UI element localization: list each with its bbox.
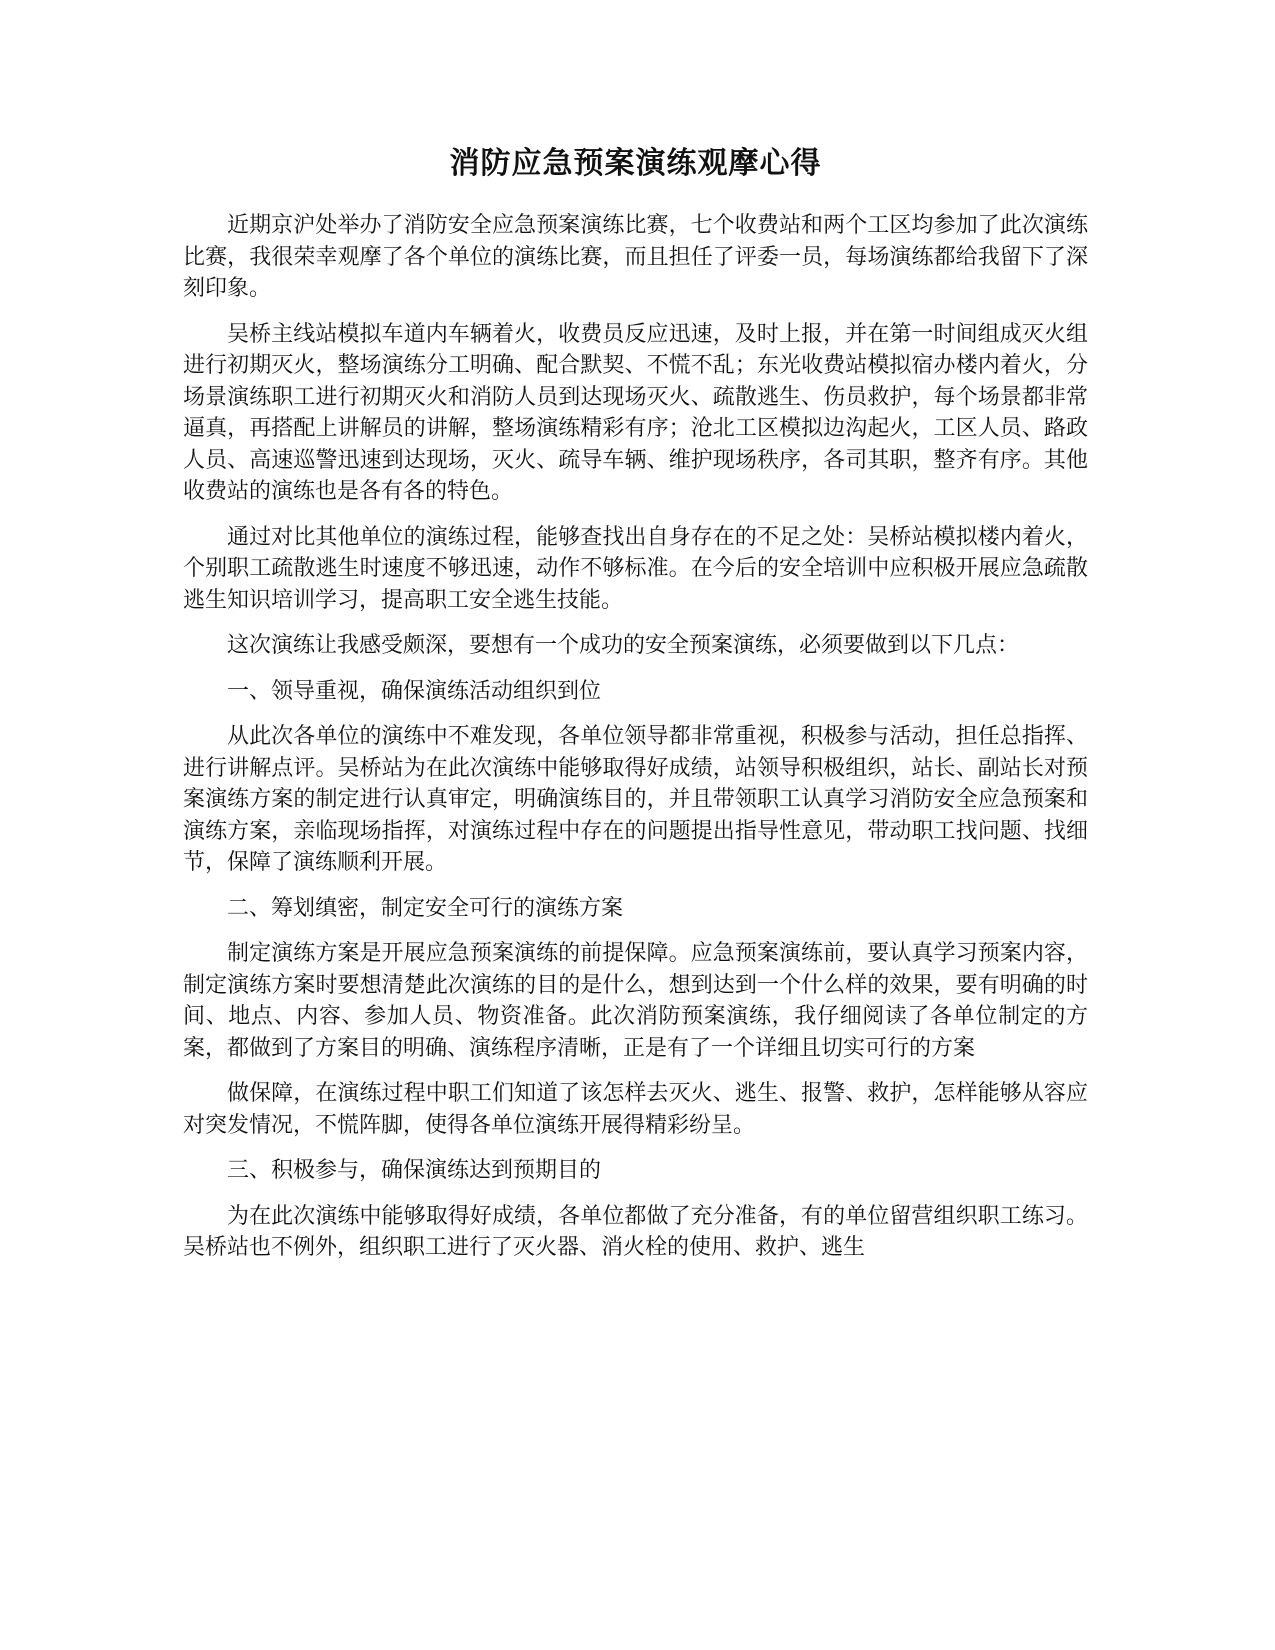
paragraph-participation: 为在此次演练中能够取得好成绩，各单位都做了充分准备，有的单位留营组织职工练习。吴桥站也不例外，组织职工进行了灭火器、消火栓的使用、救护、逃生 — [183, 1203, 1088, 1260]
paragraph-intro: 近期京沪处举办了消防安全应急预案演练比赛，七个收费站和两个工区均参加了此次演练比赛，我很荣幸观摩了各个单位的演练比赛，而且担任了评委一员，每场演练都给我留下了深刻印象。 — [183, 213, 1088, 301]
paragraph-planning-cont: 做保障，在演练过程中职工们知道了该怎样去灭火、逃生、报警、救护，怎样能够从容应对突发情况，不慌阵脚，使得各单位演练开展得精彩纷呈。 — [183, 1081, 1088, 1138]
section-heading-3: 三、积极参与，确保演练达到预期目的 — [227, 1158, 602, 1183]
document-title: 消防应急预案演练观摩心得 — [449, 146, 822, 181]
paragraph-lessons-intro: 这次演练让我感受颇深，要想有一个成功的安全预案演练，必须要做到以下几点： — [227, 633, 1020, 658]
document-page — [183, 144, 1088, 1278]
paragraph-shortcomings: 通过对比其他单位的演练过程，能够查找出自身存在的不足之处：吴桥站模拟楼内着火，个别职工疏散逃生时速度不够迅速，动作不够标准。在今后的安全培训中应积极开展应急疏散逃生知识培训学习，提高职工安全逃生技能。 — [183, 524, 1088, 613]
paragraph-planning: 制定演练方案是开展应急预案演练的前提保障。应急预案演练前，要认真学习预案内容，制定演练方案时要想清楚此次演练的目的是什么，想到达到一个什么样的效果，要有明确的时间、地点、内容、参加人员、物资准备。此次消防预案演练，我仔细阅读了各单位制定的方案，都做到了方案目的明确、演练程序清晰，正是有了一个详细且切实可行的方案 — [183, 941, 1088, 1061]
paragraph-drill-examples: 吴桥主线站模拟车道内车辆着火，收费员反应迅速，及时上报，并在第一时间组成灭火组进行初期灭火，整场演练分工明确、配合默契、不慌不乱；东光收费站模拟宿办楼内着火，分场景演练职工进行初期灭火和消防人员到达现场灭火、疏散逃生、伤员救护，每个场景都非常逼真，再搭配上讲解员的讲解，整场演练精彩有序；沧北工区模拟边沟起火，工区人员、路政人员、高速巡警迅速到达现场，灭火、疏导车辆、维护现场秩序，各司其职，整齐有序。其他收费站的演练也是各有各的特色。 — [183, 321, 1088, 504]
paragraph-leadership: 从此次各单位的演练中不难发现，各单位领导都非常重视，积极参与活动，担任总指挥、进行讲解点评。吴桥站为在此次演练中能够取得好成绩，站领导积极组织，站长、副站长对预案演练方案的制定进行认真审定，明确演练目的，并且带领职工认真学习消防安全应急预案和演练方案，亲临现场指挥，对演练过程中存在的问题提出指导性意见，带动职工找问题、找细节，保障了演练顺利开展。 — [183, 724, 1088, 875]
section-heading-1: 一、领导重视，确保演练活动组织到位 — [227, 678, 602, 704]
section-heading-2: 二、筹划缜密，制定安全可行的演练方案 — [227, 895, 624, 921]
